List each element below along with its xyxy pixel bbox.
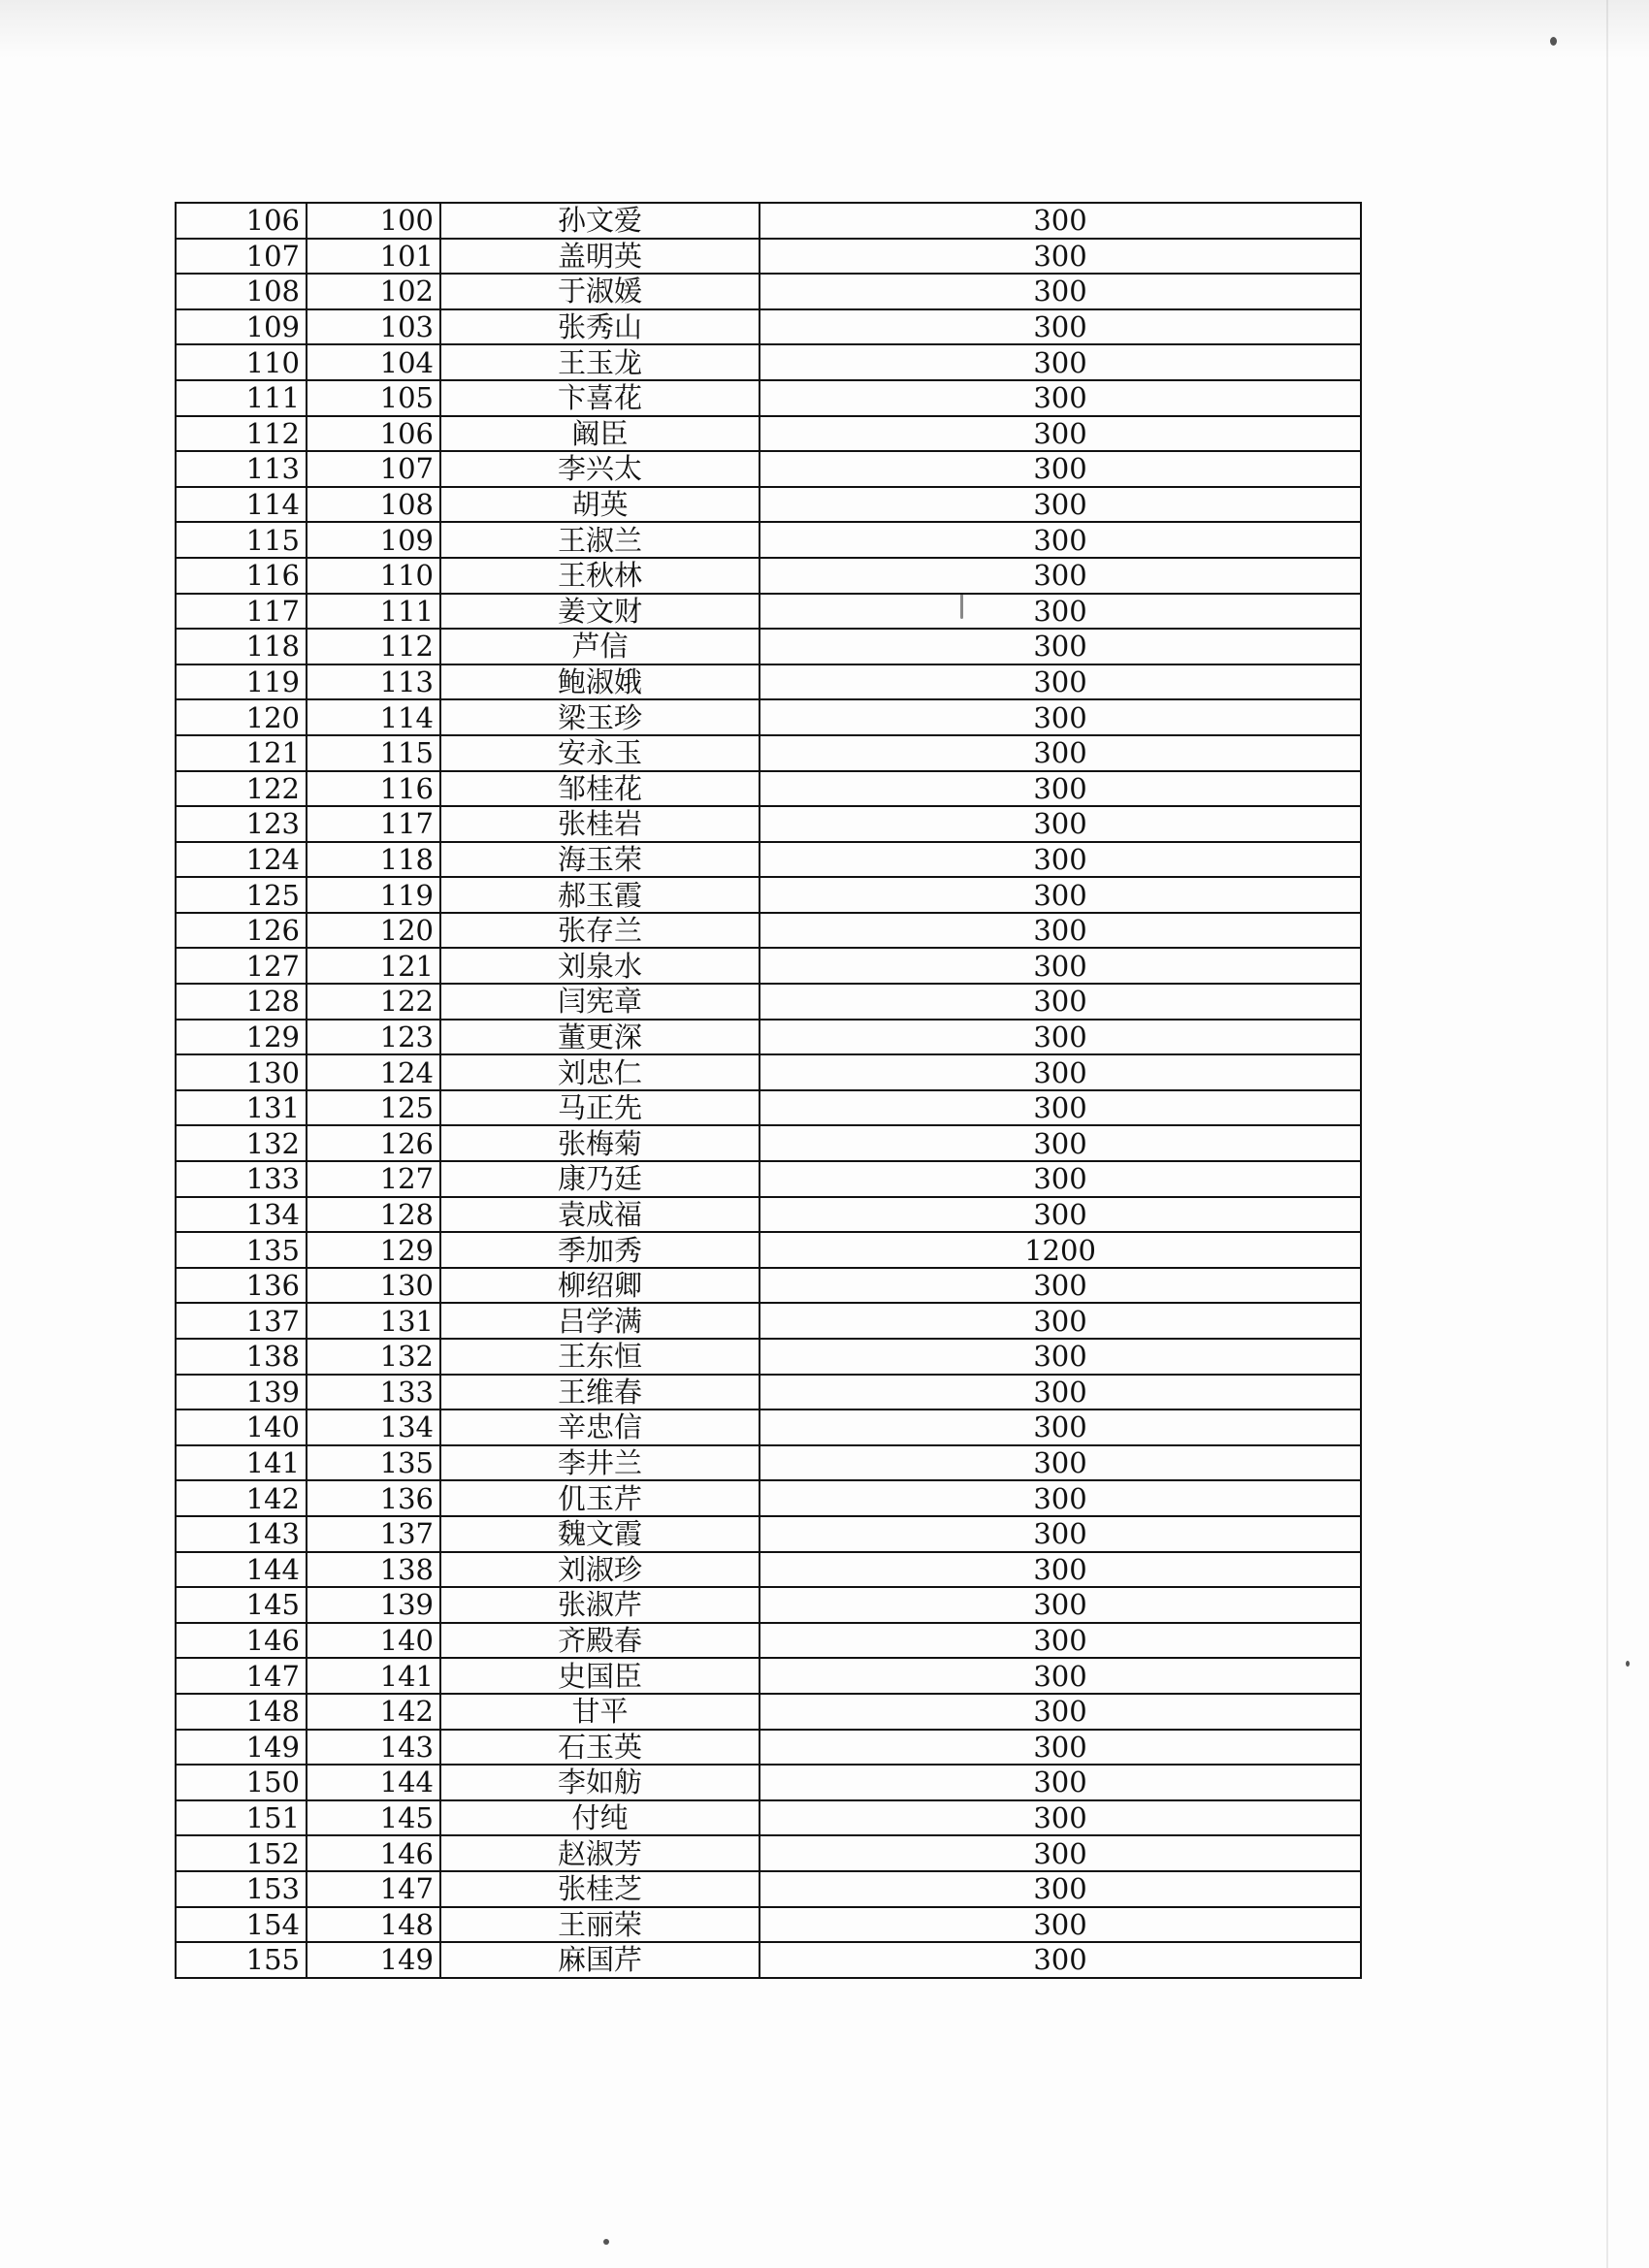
seq-cell: 141 — [176, 1445, 307, 1481]
id-cell: 141 — [307, 1658, 440, 1694]
name-cell: 王维春 — [440, 1375, 760, 1410]
seq-cell: 136 — [176, 1268, 307, 1304]
seq-cell: 139 — [176, 1375, 307, 1410]
seq-cell: 150 — [176, 1765, 307, 1800]
id-cell: 142 — [307, 1694, 440, 1730]
table-row — [176, 1303, 1361, 1339]
name-cell: 辛忠信 — [440, 1409, 760, 1445]
table-row — [176, 1409, 1361, 1445]
amount-cell: 300 — [760, 913, 1361, 949]
amount-cell: 300 — [760, 1445, 1361, 1481]
table-row — [176, 1125, 1361, 1161]
amount-cell: 300 — [760, 203, 1361, 239]
name-cell: 安永玉 — [440, 735, 760, 771]
seq-cell: 107 — [176, 239, 307, 275]
id-cell: 115 — [307, 735, 440, 771]
id-cell: 105 — [307, 380, 440, 416]
table-row — [176, 1339, 1361, 1375]
amount-cell: 300 — [760, 806, 1361, 842]
id-cell: 127 — [307, 1161, 440, 1197]
name-cell: 王秋林 — [440, 558, 760, 594]
table-row — [176, 1658, 1361, 1694]
seq-cell: 106 — [176, 203, 307, 239]
amount-cell: 300 — [760, 1658, 1361, 1694]
amount-cell: 300 — [760, 487, 1361, 523]
amount-cell: 1200 — [760, 1232, 1361, 1268]
id-cell: 100 — [307, 203, 440, 239]
id-cell: 144 — [307, 1765, 440, 1800]
amount-cell: 300 — [760, 771, 1361, 807]
id-cell: 138 — [307, 1552, 440, 1588]
id-cell: 113 — [307, 664, 440, 700]
id-cell: 128 — [307, 1197, 440, 1233]
table-row — [176, 842, 1361, 878]
seq-cell: 114 — [176, 487, 307, 523]
table-row — [176, 1161, 1361, 1197]
seq-cell: 129 — [176, 1020, 307, 1055]
seq-cell: 135 — [176, 1232, 307, 1268]
seq-cell: 133 — [176, 1161, 307, 1197]
amount-cell: 300 — [760, 1409, 1361, 1445]
id-cell: 120 — [307, 913, 440, 949]
table-row — [176, 1907, 1361, 1943]
seq-cell: 125 — [176, 877, 307, 913]
seq-cell: 140 — [176, 1409, 307, 1445]
id-cell: 106 — [307, 416, 440, 452]
table-row — [176, 1552, 1361, 1588]
seq-cell: 115 — [176, 522, 307, 558]
seq-cell: 116 — [176, 558, 307, 594]
scan-speck — [603, 2239, 609, 2245]
id-cell: 116 — [307, 771, 440, 807]
id-cell: 125 — [307, 1090, 440, 1126]
seq-cell: 117 — [176, 594, 307, 630]
name-cell: 甘平 — [440, 1694, 760, 1730]
seq-cell: 131 — [176, 1090, 307, 1126]
table-row — [176, 522, 1361, 558]
seq-cell: 154 — [176, 1907, 307, 1943]
id-cell: 111 — [307, 594, 440, 630]
amount-cell: 300 — [760, 380, 1361, 416]
name-cell: 张存兰 — [440, 913, 760, 949]
amount-cell: 300 — [760, 1375, 1361, 1410]
id-cell: 118 — [307, 842, 440, 878]
amount-cell: 300 — [760, 1268, 1361, 1304]
name-cell: 付纯 — [440, 1800, 760, 1836]
table-row — [176, 1232, 1361, 1268]
id-cell: 143 — [307, 1730, 440, 1766]
amount-cell: 300 — [760, 1623, 1361, 1659]
amount-cell: 300 — [760, 344, 1361, 380]
scan-top-shadow — [0, 0, 1649, 58]
seq-cell: 121 — [176, 735, 307, 771]
name-cell: 刘忠仁 — [440, 1054, 760, 1090]
table-row — [176, 664, 1361, 700]
scan-speck — [1626, 1661, 1630, 1667]
seq-cell: 132 — [176, 1125, 307, 1161]
name-cell: 张梅菊 — [440, 1125, 760, 1161]
amount-cell: 300 — [760, 1552, 1361, 1588]
amount-cell: 300 — [760, 594, 1361, 630]
table-row — [176, 1445, 1361, 1481]
table-row — [176, 1694, 1361, 1730]
roster-body — [176, 203, 1361, 1978]
table-row — [176, 771, 1361, 807]
name-cell: 石玉英 — [440, 1730, 760, 1766]
seq-cell: 137 — [176, 1303, 307, 1339]
amount-cell: 300 — [760, 1907, 1361, 1943]
name-cell: 胡英 — [440, 487, 760, 523]
name-cell: 于淑媛 — [440, 274, 760, 309]
seq-cell: 127 — [176, 948, 307, 984]
table-row — [176, 629, 1361, 664]
seq-cell: 118 — [176, 629, 307, 664]
table-row — [176, 1765, 1361, 1800]
amount-cell: 300 — [760, 1765, 1361, 1800]
id-cell: 102 — [307, 274, 440, 309]
amount-cell: 300 — [760, 1125, 1361, 1161]
id-cell: 133 — [307, 1375, 440, 1410]
table-row — [176, 1800, 1361, 1836]
table-row — [176, 1375, 1361, 1410]
name-cell: 郝玉霞 — [440, 877, 760, 913]
name-cell: 张秀山 — [440, 309, 760, 345]
id-cell: 110 — [307, 558, 440, 594]
seq-cell: 144 — [176, 1552, 307, 1588]
name-cell: 王丽荣 — [440, 1907, 760, 1943]
name-cell: 张桂岩 — [440, 806, 760, 842]
name-cell: 刘泉水 — [440, 948, 760, 984]
amount-cell: 300 — [760, 1587, 1361, 1623]
id-cell: 124 — [307, 1054, 440, 1090]
seq-cell: 147 — [176, 1658, 307, 1694]
table-row — [176, 735, 1361, 771]
seq-cell: 148 — [176, 1694, 307, 1730]
seq-cell: 151 — [176, 1800, 307, 1836]
amount-cell: 300 — [760, 984, 1361, 1020]
amount-cell: 300 — [760, 1730, 1361, 1766]
name-cell: 鲍淑娥 — [440, 664, 760, 700]
id-cell: 104 — [307, 344, 440, 380]
seq-cell: 149 — [176, 1730, 307, 1766]
table-row — [176, 487, 1361, 523]
name-cell: 马正先 — [440, 1090, 760, 1126]
amount-cell: 300 — [760, 1339, 1361, 1375]
table-row — [176, 203, 1361, 239]
name-cell: 盖明英 — [440, 239, 760, 275]
table-row — [176, 806, 1361, 842]
name-cell: 王玉龙 — [440, 344, 760, 380]
name-cell: 赵淑芳 — [440, 1835, 760, 1871]
id-cell: 109 — [307, 522, 440, 558]
table-row — [176, 1942, 1361, 1978]
id-cell: 119 — [307, 877, 440, 913]
amount-cell: 300 — [760, 1871, 1361, 1907]
seq-cell: 126 — [176, 913, 307, 949]
id-cell: 121 — [307, 948, 440, 984]
seq-cell: 119 — [176, 664, 307, 700]
name-cell: 邹桂花 — [440, 771, 760, 807]
id-cell: 145 — [307, 1800, 440, 1836]
roster-table — [175, 202, 1362, 1979]
seq-cell: 145 — [176, 1587, 307, 1623]
name-cell: 李兴太 — [440, 451, 760, 487]
name-cell: 仉玉芹 — [440, 1480, 760, 1516]
amount-cell: 300 — [760, 558, 1361, 594]
seq-cell: 128 — [176, 984, 307, 1020]
id-cell: 131 — [307, 1303, 440, 1339]
name-cell: 史国臣 — [440, 1658, 760, 1694]
seq-cell: 111 — [176, 380, 307, 416]
amount-cell: 300 — [760, 1694, 1361, 1730]
amount-cell: 300 — [760, 451, 1361, 487]
table-row — [176, 1871, 1361, 1907]
amount-cell: 300 — [760, 1090, 1361, 1126]
table-row — [176, 984, 1361, 1020]
table-row — [176, 239, 1361, 275]
table-row — [176, 344, 1361, 380]
amount-cell: 300 — [760, 1835, 1361, 1871]
id-cell: 136 — [307, 1480, 440, 1516]
name-cell: 李如舫 — [440, 1765, 760, 1800]
table-row — [176, 877, 1361, 913]
seq-cell: 124 — [176, 842, 307, 878]
id-cell: 148 — [307, 1907, 440, 1943]
seq-cell: 123 — [176, 806, 307, 842]
table-row — [176, 1268, 1361, 1304]
table-row — [176, 1480, 1361, 1516]
table-row — [176, 380, 1361, 416]
seq-cell: 122 — [176, 771, 307, 807]
table-row — [176, 1835, 1361, 1871]
amount-cell: 300 — [760, 1942, 1361, 1978]
id-cell: 146 — [307, 1835, 440, 1871]
table-row — [176, 1587, 1361, 1623]
seq-cell: 153 — [176, 1871, 307, 1907]
name-cell: 麻国芹 — [440, 1942, 760, 1978]
table-row — [176, 558, 1361, 594]
amount-cell: 300 — [760, 877, 1361, 913]
table-row — [176, 1054, 1361, 1090]
amount-cell: 300 — [760, 1161, 1361, 1197]
amount-cell: 300 — [760, 1303, 1361, 1339]
id-cell: 107 — [307, 451, 440, 487]
seq-cell: 112 — [176, 416, 307, 452]
id-cell: 112 — [307, 629, 440, 664]
amount-cell: 300 — [760, 1800, 1361, 1836]
name-cell: 梁玉珍 — [440, 699, 760, 735]
amount-cell: 300 — [760, 735, 1361, 771]
name-cell: 海玉荣 — [440, 842, 760, 878]
table-row — [176, 451, 1361, 487]
seq-cell: 113 — [176, 451, 307, 487]
name-cell: 吕学满 — [440, 1303, 760, 1339]
name-cell: 张淑芹 — [440, 1587, 760, 1623]
table-row — [176, 274, 1361, 309]
amount-cell: 300 — [760, 699, 1361, 735]
table-row — [176, 913, 1361, 949]
amount-cell: 300 — [760, 1054, 1361, 1090]
seq-cell: 110 — [176, 344, 307, 380]
name-cell: 袁成福 — [440, 1197, 760, 1233]
seq-cell: 130 — [176, 1054, 307, 1090]
amount-cell: 300 — [760, 948, 1361, 984]
name-cell: 孙文爱 — [440, 203, 760, 239]
seq-cell: 108 — [176, 274, 307, 309]
name-cell: 李井兰 — [440, 1445, 760, 1481]
table-row — [176, 1020, 1361, 1055]
id-cell: 134 — [307, 1409, 440, 1445]
amount-cell: 300 — [760, 274, 1361, 309]
seq-cell: 142 — [176, 1480, 307, 1516]
amount-cell: 300 — [760, 1516, 1361, 1552]
amount-cell: 300 — [760, 416, 1361, 452]
seq-cell: 134 — [176, 1197, 307, 1233]
seq-cell: 155 — [176, 1942, 307, 1978]
table-row — [176, 699, 1361, 735]
id-cell: 149 — [307, 1942, 440, 1978]
name-cell: 芦信 — [440, 629, 760, 664]
name-cell: 姜文财 — [440, 594, 760, 630]
id-cell: 126 — [307, 1125, 440, 1161]
name-cell: 康乃廷 — [440, 1161, 760, 1197]
id-cell: 130 — [307, 1268, 440, 1304]
name-cell: 闫宪章 — [440, 984, 760, 1020]
scan-speck — [1550, 37, 1557, 46]
table-row — [176, 1623, 1361, 1659]
name-cell: 王东恒 — [440, 1339, 760, 1375]
id-cell: 123 — [307, 1020, 440, 1055]
seq-cell: 138 — [176, 1339, 307, 1375]
name-cell: 魏文霞 — [440, 1516, 760, 1552]
name-cell: 齐殿春 — [440, 1623, 760, 1659]
name-cell: 张桂芝 — [440, 1871, 760, 1907]
amount-cell: 300 — [760, 629, 1361, 664]
id-cell: 132 — [307, 1339, 440, 1375]
id-cell: 108 — [307, 487, 440, 523]
seq-cell: 109 — [176, 309, 307, 345]
table-row — [176, 1516, 1361, 1552]
id-cell: 114 — [307, 699, 440, 735]
id-cell: 139 — [307, 1587, 440, 1623]
scan-edge-line — [1606, 0, 1608, 2268]
amount-cell: 300 — [760, 1197, 1361, 1233]
amount-cell: 300 — [760, 664, 1361, 700]
id-cell: 101 — [307, 239, 440, 275]
name-cell: 卞喜花 — [440, 380, 760, 416]
seq-cell: 152 — [176, 1835, 307, 1871]
seq-cell: 120 — [176, 699, 307, 735]
table-row — [176, 309, 1361, 345]
amount-cell: 300 — [760, 1020, 1361, 1055]
id-cell: 147 — [307, 1871, 440, 1907]
amount-cell: 300 — [760, 1480, 1361, 1516]
amount-cell: 300 — [760, 842, 1361, 878]
id-cell: 117 — [307, 806, 440, 842]
id-cell: 135 — [307, 1445, 440, 1481]
id-cell: 103 — [307, 309, 440, 345]
table-row — [176, 1197, 1361, 1233]
seq-cell: 143 — [176, 1516, 307, 1552]
amount-cell: 300 — [760, 239, 1361, 275]
table-row — [176, 594, 1361, 630]
name-cell: 董更深 — [440, 1020, 760, 1055]
table-row — [176, 1730, 1361, 1766]
name-cell: 季加秀 — [440, 1232, 760, 1268]
name-cell: 刘淑珍 — [440, 1552, 760, 1588]
amount-cell: 300 — [760, 522, 1361, 558]
name-cell: 阚臣 — [440, 416, 760, 452]
table-row — [176, 416, 1361, 452]
name-cell: 王淑兰 — [440, 522, 760, 558]
id-cell: 122 — [307, 984, 440, 1020]
table-row — [176, 1090, 1361, 1126]
name-cell: 柳绍卿 — [440, 1268, 760, 1304]
table-row — [176, 948, 1361, 984]
id-cell: 137 — [307, 1516, 440, 1552]
amount-cell: 300 — [760, 309, 1361, 345]
seq-cell: 146 — [176, 1623, 307, 1659]
id-cell: 140 — [307, 1623, 440, 1659]
id-cell: 129 — [307, 1232, 440, 1268]
